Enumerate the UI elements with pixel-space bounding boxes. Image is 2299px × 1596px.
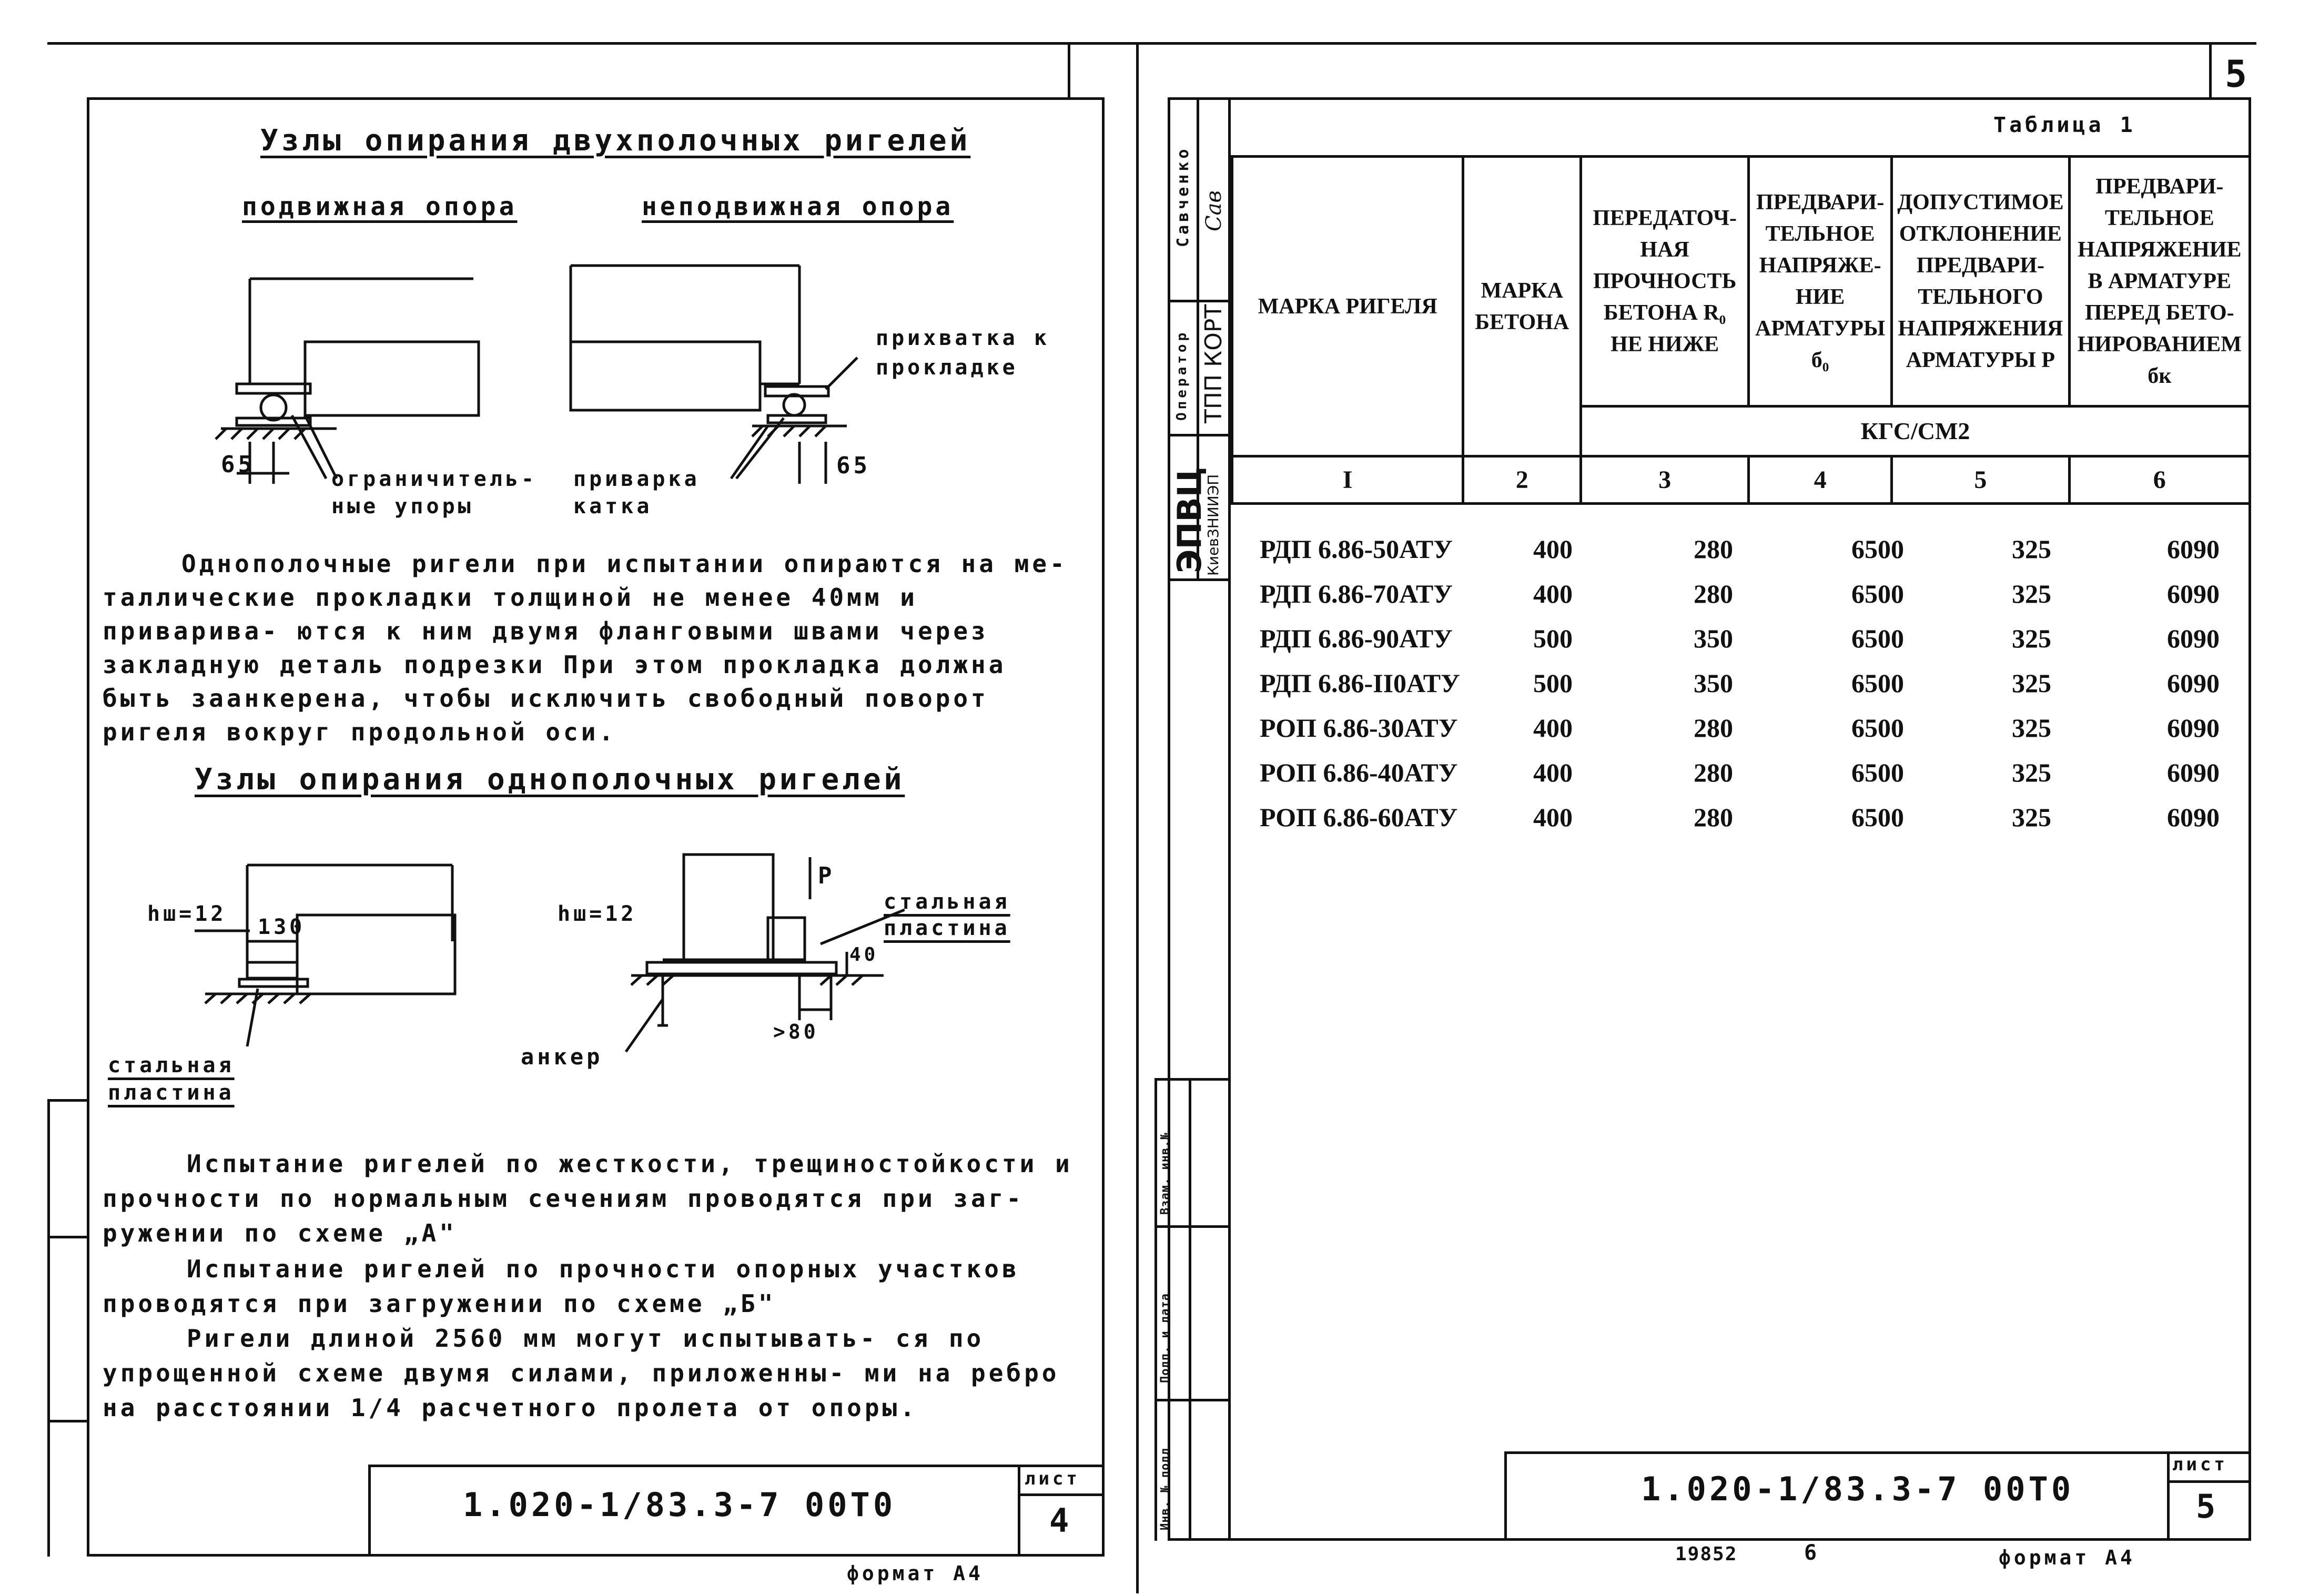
cell-transfer: 280 (1694, 713, 1733, 743)
col-num-3: 3 (1581, 456, 1749, 504)
col-num-6: 6 (2069, 456, 2250, 504)
load-p-label: P (818, 862, 835, 889)
cell-prestress: 6500 (1851, 713, 1904, 743)
table-row (1231, 534, 2251, 578)
cell-transfer: 350 (1694, 668, 1733, 698)
label-grip-to-pad: прихватка к прокладке (876, 326, 1050, 380)
cell-stress: 6090 (2167, 534, 2220, 564)
right-sheet-label: лист (2172, 1454, 2228, 1475)
table-row (1231, 802, 2251, 847)
cell-prestress: 6500 (1851, 758, 1904, 787)
subtitle-fixed-support: неподвижная опора (642, 192, 954, 221)
table-row (1231, 757, 2251, 802)
subtitle-movable-support: подвижная опора (242, 192, 518, 221)
header-beam-mark: МАРКА РИГЕЛЯ (1232, 157, 1463, 456)
stamp-inv-original: Инв. № подл (1159, 1448, 1172, 1530)
cell-tolerance: 325 (2012, 534, 2051, 564)
cell-tolerance: 325 (2012, 758, 2051, 787)
cell-transfer: 350 (1694, 624, 1733, 653)
cell-mark: РДП 6.86-II0АТУ (1260, 668, 1460, 698)
cell-mark: РОП 6.86-30АТУ (1260, 713, 1458, 743)
paragraph-simplified-scheme: Ригели длиной 2560 мм могут испытывать- ся по упрощенной схеме двумя силами, приложенны- ми на ребро на расстоянии 1/4 расчетного пролета от опоры. (103, 1324, 1060, 1422)
bottom-number: 19852 (1675, 1543, 1738, 1565)
cell-stress: 6090 (2167, 624, 2220, 653)
cell-tolerance: 325 (2012, 802, 2051, 832)
cell-prestress: 6500 (1851, 624, 1904, 653)
table-row (1231, 668, 2251, 713)
cell-concrete: 400 (1533, 713, 1573, 743)
cell-concrete: 400 (1533, 802, 1573, 832)
stamp-replace-inv: Взам. инв.№ (1159, 1132, 1172, 1215)
cell-stress: 6090 (2167, 668, 2220, 698)
right-sheet-number: 5 (2196, 1487, 2219, 1526)
cell-stress: 6090 (2167, 579, 2220, 608)
cell-concrete: 500 (1533, 624, 1573, 653)
stamp-savchenko: Савченко (1174, 146, 1192, 247)
header-tolerance: ДОПУСТИМОЕ ОТКЛОНЕНИЕ ПРЕДВАРИ- ТЕЛЬНОГО НАПРЯЖЕНИЯ АРМАТУРЫ P (1892, 157, 2069, 406)
cell-mark: РОП 6.86-60АТУ (1260, 802, 1458, 832)
cell-mark: РОП 6.86-40АТУ (1260, 758, 1458, 787)
single-shelf-left-drawing (195, 836, 468, 1046)
col-num-2: 2 (1463, 456, 1581, 504)
title-double-shelf: Узлы опирания двухполочных ригелей (260, 124, 971, 158)
label-weld-roller: приварка катка (573, 467, 700, 519)
dim-65-right: 65 (836, 452, 870, 479)
label-weld-height-left: hш=12 (147, 902, 227, 926)
table-body (1231, 534, 2251, 847)
paragraph-single-shelf: Однополочные ригели при испытании опираются на ме- таллические прокладки толщиной не менее 40мм и приварива- ются к ним двумя фланговыми швами через закладную деталь подрезки При этом прокладка должна быть заанкерена, чтобы исключить свободный поворот ригеля вокруг продольной оси. (103, 550, 1068, 746)
header-stress-before-concreting: ПРЕДВАРИ- ТЕЛЬНОЕ НАПРЯЖЕНИЕ В АРМАТУРЕ ПЕРЕД БЕТО- НИРОВАНИЕМ бк (2069, 157, 2250, 406)
header-concrete-grade: МАРКА БЕТОНА (1463, 157, 1581, 456)
dim-65-left: 65 (221, 451, 255, 478)
right-doc-code: 1.020-1/83.3-7 00Т0 (1641, 1470, 2074, 1508)
cell-transfer: 280 (1694, 534, 1733, 564)
cell-concrete: 400 (1533, 534, 1573, 564)
table-row (1231, 578, 2251, 623)
label-steel-plate-left: стальная пластина (108, 1053, 235, 1105)
dim-130: 130 (258, 915, 306, 939)
cell-stress: 6090 (2167, 713, 2220, 743)
cell-tolerance: 325 (2012, 713, 2051, 743)
bottom-six: 6 (1804, 1541, 1820, 1565)
left-sheet-label: лист (1025, 1468, 1080, 1489)
cell-prestress: 6500 (1851, 579, 1904, 608)
cell-mark: РДП 6.86-70АТУ (1260, 579, 1453, 608)
paragraph-test-stiffness: Испытание ригелей по жесткости, трещиностойкости и прочности по нормальным сечениям проводятся при заг- ружении по схеме „А" (103, 1150, 1073, 1247)
header-transfer-strength: ПЕРЕДАТОЧ- НАЯ ПРОЧНОСТЬ БЕТОНА R₀ НЕ НИЖЕ (1581, 157, 1749, 406)
cell-concrete: 500 (1533, 668, 1573, 698)
table-row (1231, 623, 2251, 668)
dim-80: >80 (773, 1020, 819, 1043)
title-single-shelf: Узлы опирания однополочных ригелей (195, 763, 905, 797)
cell-mark: РДП 6.86-50АТУ (1260, 534, 1453, 564)
stamp-sign-date: Подп. и дата (1159, 1293, 1172, 1383)
right-format: формат А4 (1999, 1546, 2135, 1569)
left-doc-code: 1.020-1/83.3-7 00Т0 (463, 1486, 896, 1524)
header-prestress: ПРЕДВАРИ- ТЕЛЬНОЕ НАПРЯЖЕ- НИЕ АРМАТУРЫ б₀ (1748, 157, 1891, 406)
label-weld-height-right: hш=12 (558, 902, 637, 926)
page-number: 5 (2225, 53, 2251, 96)
label-anchor: анкер (521, 1044, 603, 1070)
table-row (1231, 713, 2251, 757)
col-num-4: 4 (1748, 456, 1891, 504)
stamp-epvc: ЭПВЦ (1170, 466, 1209, 573)
cell-concrete: 400 (1533, 758, 1573, 787)
label-limit-stops: ограничитель- ные упоры (331, 467, 538, 519)
cell-stress: 6090 (2167, 758, 2220, 787)
table-caption: Таблица 1 (1993, 113, 2136, 137)
stamp-signature: Сав (1202, 190, 1226, 231)
left-sheet-number: 4 (1049, 1501, 1072, 1540)
cell-tolerance: 325 (2012, 668, 2051, 698)
cell-transfer: 280 (1694, 758, 1733, 787)
left-format: формат А4 (847, 1562, 984, 1585)
stamp-tpp-kort: ТПП КОРТ (1200, 304, 1227, 423)
col-num-1: I (1232, 456, 1463, 504)
cell-prestress: 6500 (1851, 668, 1904, 698)
label-steel-plate-right: стальная пластина (884, 890, 1010, 940)
cell-concrete: 400 (1533, 579, 1573, 608)
cell-tolerance: 325 (2012, 624, 2051, 653)
cell-stress: 6090 (2167, 802, 2220, 832)
header-unit: КГС/СМ2 (1581, 406, 2250, 456)
cell-prestress: 6500 (1851, 802, 1904, 832)
stamp-operator: Оператор (1174, 329, 1190, 421)
stamp-kievzniiep: КиевЗНИИЭП (1204, 474, 1222, 576)
paragraph-test-support: Испытание ригелей по прочности опорных участков проводятся при загружении по схеме „Б" (103, 1255, 1020, 1318)
col-num-5: 5 (1892, 456, 2069, 504)
cell-transfer: 280 (1694, 802, 1733, 832)
cell-mark: РДП 6.86-90АТУ (1260, 624, 1453, 653)
table-1 (1231, 155, 2251, 505)
cell-tolerance: 325 (2012, 579, 2051, 608)
dim-40: 40 (849, 944, 879, 965)
cell-prestress: 6500 (1851, 534, 1904, 564)
cell-transfer: 280 (1694, 579, 1733, 608)
